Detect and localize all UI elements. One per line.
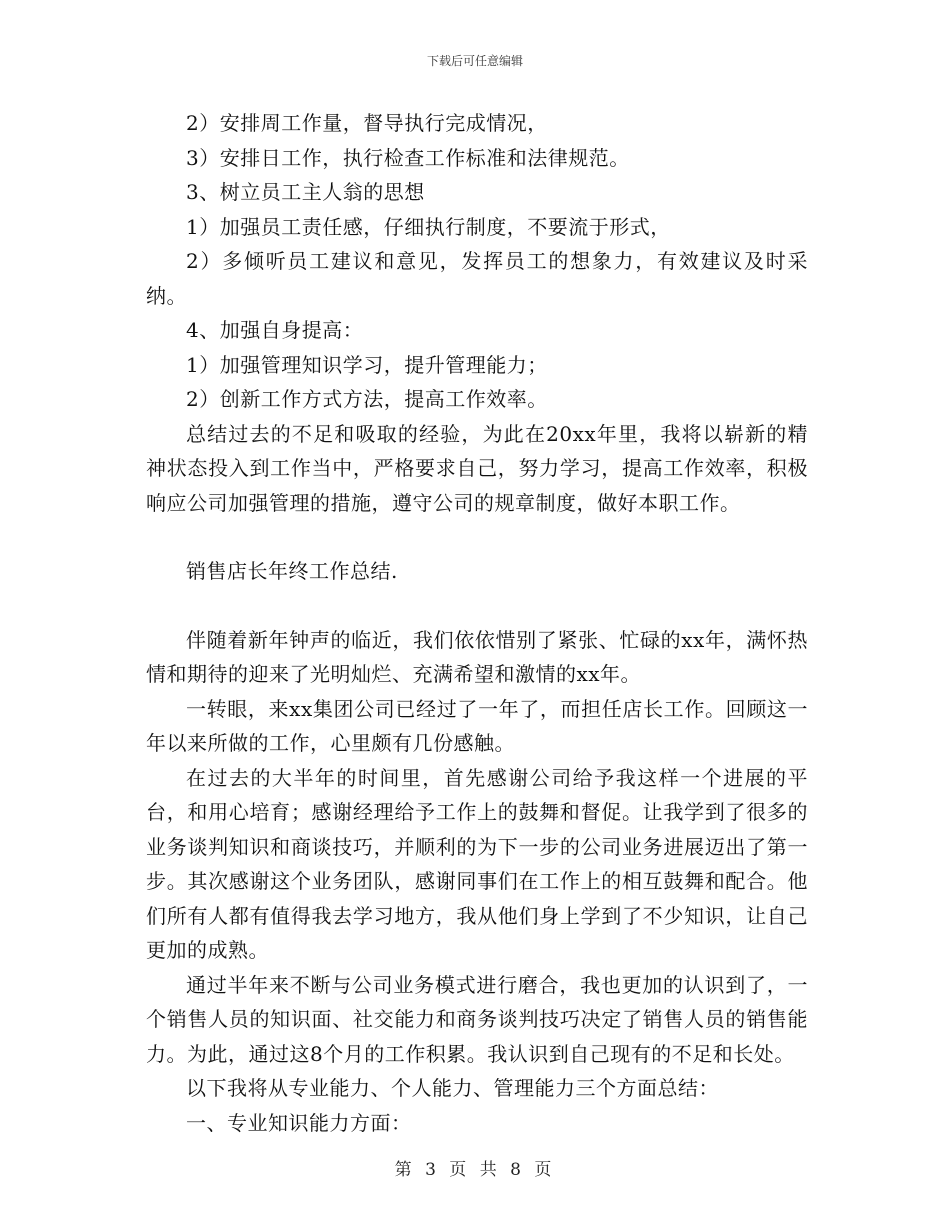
paragraph: 3）安排日工作，执行检查工作标准和法律规范。 [186,145,630,170]
document-title: 销售店长年终工作总结. [186,559,398,583]
document-body [146,106,808,1140]
section-heading: 一、专业知识能力方面： [186,1110,412,1135]
paragraph: 2）多倾听员工建议和意见，发挥员工的想象力，有效建议及时采纳。 [146,249,808,308]
paragraph: 1）加强管理知识学习，提升管理能力； [186,352,548,377]
paragraph: 总结过去的不足和吸取的经验，为此在20xx年里，我将以崭新的精神状态投入到工作当中，严格要求自己，努力学习，提高工作效率，积极响应公司加强管理的措施，遵守公司的规章制度，做好本职工作。 [146,421,808,515]
paragraph: 以下我将从专业能力、个人能力、管理能力三个方面总结： [186,1076,719,1100]
paragraph: 通过半年来不断与公司业务模式进行磨合，我也更加的认识到了，一个销售人员的知识面、社交能力和商务谈判技巧决定了销售人员的销售能力。为此，通过这8个月的工作积累。我认识到自己现有的不足和长处。 [146,972,808,1066]
page-number: 第 3 页 共 8 页 [394,1160,556,1180]
paragraph: 伴随着新年钟声的临近，我们依依惜别了紧张、忙碌的xx年，满怀热情和期待的迎来了光明灿烂、充满希望和激情的xx年。 [146,627,808,686]
paragraph: 1）加强员工责任感，仔细执行制度，不要流于形式， [186,214,671,239]
paragraph: 在过去的大半年的时间里，首先感谢公司给予我这样一个进展的平台，和用心培育；感谢经理给予工作上的鼓舞和督促。让我学到了很多的业务谈判知识和商谈技巧，并顺利的为下一步的公司业务进展迈出了第一步。其次感谢这个业务团队，感谢同事们在工作上的相互鼓舞和配合。他们所有人都有值得我去学习地方，我从他们身上学到了不少知识，让自己更加的成熟。 [146,765,808,962]
page-header: 下载后可任意编辑 [426,54,523,68]
section-heading: 4、加强自身提高： [186,318,364,342]
paragraph: 2）安排周工作量，督导执行完成情况， [186,111,548,135]
section-heading: 3、树立员工主人翁的思想 [186,180,425,204]
paragraph: 2）创新工作方式方法，提高工作效率。 [186,387,548,411]
paragraph: 一转眼，来xx集团公司已经过了一年了，而担任店长工作。回顾这一年以来所做的工作，心里颇有几份感触。 [146,696,808,755]
